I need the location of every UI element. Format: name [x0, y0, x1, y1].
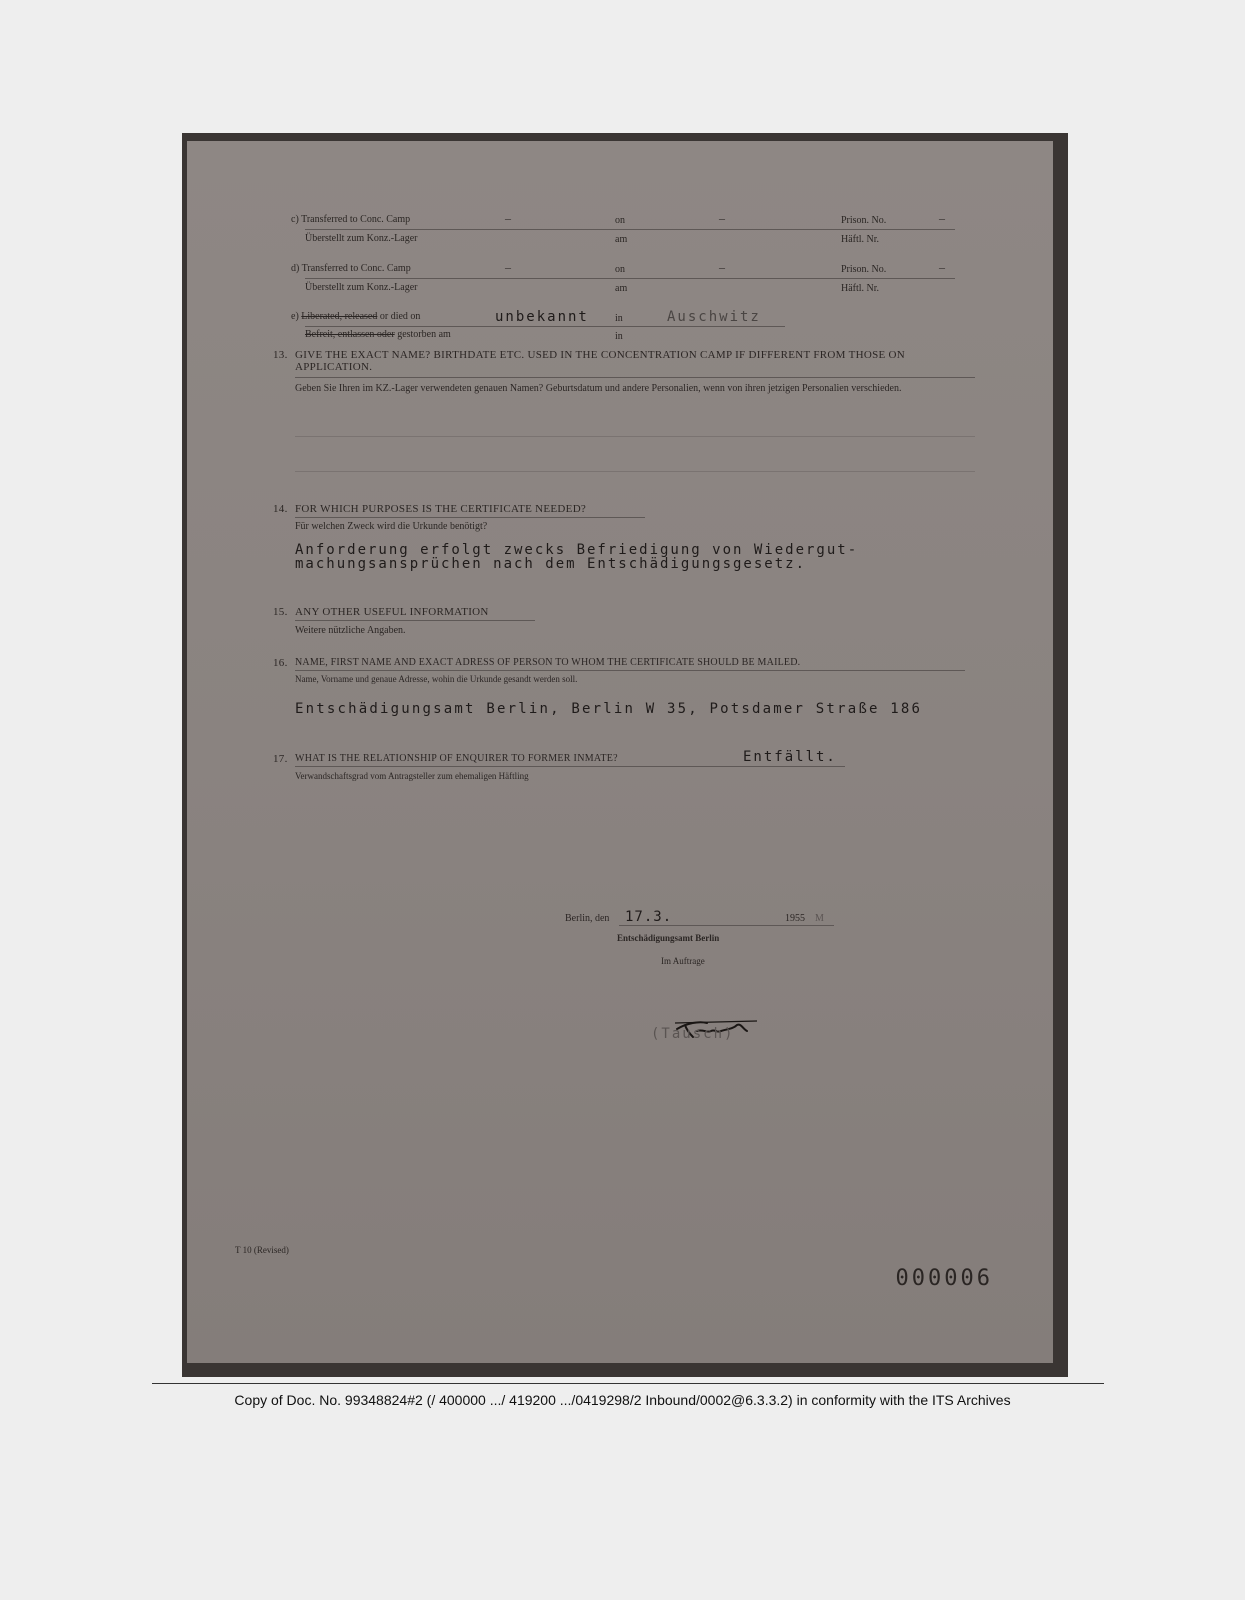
row-c-prison-value: – — [939, 211, 945, 225]
q13-answer-line-1 — [295, 436, 975, 437]
q16-answer: Entschädigungsamt Berlin, Berlin W 35, Potsdamer Straße 186 — [295, 701, 923, 717]
form-page — [187, 141, 1053, 1363]
q13-number: 13. — [273, 349, 288, 361]
closing-authority: Entschädigungsamt Berlin — [617, 933, 720, 943]
page-number-stamp: 000006 — [895, 1266, 993, 1291]
q14-question-en: FOR WHICH PURPOSES IS THE CERTIFICATE NEEDED? — [295, 503, 587, 515]
q13-answer-line-2 — [295, 471, 975, 472]
q13-rule — [295, 377, 975, 378]
q14-number: 14. — [273, 503, 288, 515]
q14-answer-line-1: Anforderung erfolgt zwecks Befriedigung von Wiedergut- — [295, 542, 859, 558]
row-e-label-en-rest: or died on — [377, 311, 421, 322]
closing-on-behalf: Im Auftrage — [661, 956, 705, 966]
q14-question-de: Für welchen Zweck wird die Urkunde benötigt? — [295, 521, 488, 532]
q17-answer: Entfällt. — [743, 749, 837, 765]
q17-rule — [295, 766, 845, 767]
closing-year-suffix: M — [815, 913, 824, 924]
row-c-prison-de: Häftl. Nr. — [841, 234, 880, 245]
row-d-prison-de: Häftl. Nr. — [841, 283, 880, 294]
row-e-place-value: Auschwitz — [667, 309, 761, 325]
row-c-camp-value: – — [505, 211, 511, 225]
q13-question-en: GIVE THE EXACT NAME? BIRTHDATE ETC. USED IN THE CONCENTRATION CAMP IF DIFFERENT FROM THOSE ON APPLICATION. — [295, 349, 906, 373]
row-c-date-value: – — [719, 211, 725, 225]
q17-question-de: Verwandschaftsgrad vom Antragsteller zum ehemaligen Häftling — [295, 771, 529, 781]
q13-question-de: Geben Sie Ihren im KZ.-Lager verwendeten genauen Namen? Geburtsdatum und andere Personalien, wenn von ihren jetzigen Personalien verschieden. — [295, 383, 902, 394]
closing-day-month: 17.3. — [625, 909, 673, 925]
row-e-date-value: unbekannt — [495, 309, 589, 325]
q16-rule — [295, 670, 965, 671]
row-c-rule — [305, 229, 955, 230]
q17-question-en: WHAT IS THE RELATIONSHIP OF ENQUIRER TO FORMER INMATE? — [295, 753, 618, 764]
row-c-label-en: c) Transferred to Conc. Camp — [291, 214, 411, 225]
q16-question-en: NAME, FIRST NAME AND EXACT ADRESS OF PERSON TO WHOM THE CERTIFICATE SHOULD BE MAILED. — [295, 657, 801, 668]
row-e-label-en-struck: Liberated, released — [301, 311, 378, 322]
row-c-prison-en: Prison. No. — [841, 215, 887, 226]
q15-rule — [295, 620, 535, 621]
row-c-on-de: am — [615, 234, 628, 245]
row-e-label-de — [305, 329, 451, 341]
q16-number: 16. — [273, 657, 288, 669]
q14-rule — [295, 517, 645, 518]
caption-rule — [152, 1383, 1104, 1384]
q15-question-en: ANY OTHER USEFUL INFORMATION — [295, 606, 489, 618]
row-d-rule — [305, 278, 955, 279]
row-e-label-en — [291, 311, 420, 323]
row-e-prefix: e) — [291, 311, 299, 322]
row-d-label-en: d) Transferred to Conc. Camp — [291, 263, 411, 274]
closing-place-date-prefix: Berlin, den — [565, 913, 610, 924]
closing-signer-typed: (Tausch) — [651, 1026, 735, 1042]
closing-date-rule — [619, 925, 834, 926]
closing-year: 1955 — [785, 913, 805, 924]
q15-question-de: Weitere nützliche Angaben. — [295, 625, 406, 636]
q15-number: 15. — [273, 606, 288, 618]
scan-frame — [182, 133, 1068, 1377]
row-d-on-de: am — [615, 283, 628, 294]
row-c-label-de: Überstellt zum Konz.-Lager — [305, 233, 418, 244]
row-c-on-en: on — [615, 215, 625, 226]
row-e-in-en: in — [615, 313, 623, 324]
row-e-label-de-rest: gestorben am — [394, 329, 451, 340]
row-d-date-value: – — [719, 260, 725, 274]
q16-question-de: Name, Vorname und genaue Adresse, wohin die Urkunde gesandt werden soll. — [295, 674, 578, 684]
row-e-in-de: in — [615, 331, 623, 342]
row-d-label-de: Überstellt zum Konz.-Lager — [305, 282, 418, 293]
row-d-prison-value: – — [939, 260, 945, 274]
row-d-prison-en: Prison. No. — [841, 264, 887, 275]
row-e-label-de-struck: Befreit, entlassen oder — [305, 329, 395, 340]
q17-number: 17. — [273, 753, 288, 765]
row-e-rule — [305, 326, 785, 327]
archive-caption: Copy of Doc. No. 99348824#2 (/ 400000 .../ 419200 .../0419298/2 Inbound/0002@6.3.3.2) in conformity with the ITS Archives — [234, 1392, 1011, 1408]
row-d-camp-value: – — [505, 260, 511, 274]
form-code: T 10 (Revised) — [235, 1245, 289, 1255]
q14-answer-line-2: machungsansprüchen nach dem Entschädigungsgesetz. — [295, 556, 807, 572]
row-d-on-en: on — [615, 264, 625, 275]
